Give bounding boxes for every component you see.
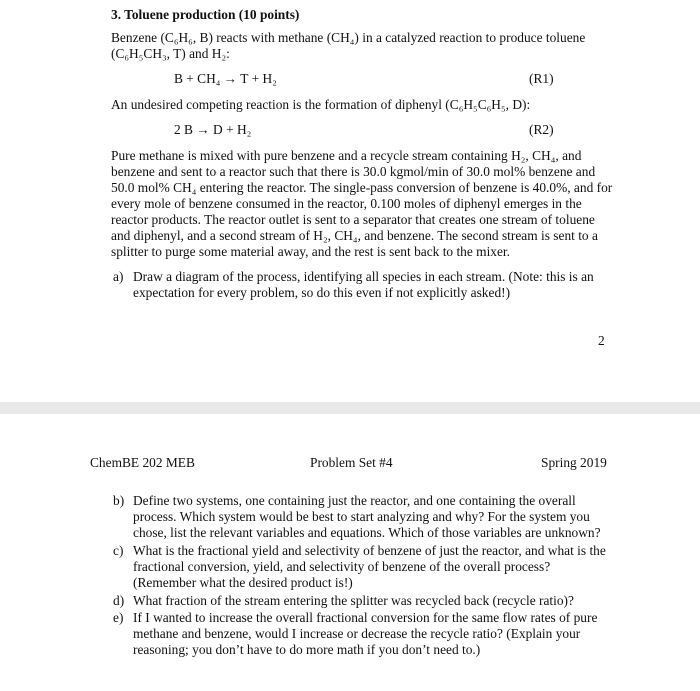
question-c-line-1: What is the fractional yield and selectivity of benzene of just the reactor, and what is the — [133, 543, 606, 558]
paragraph-line-3: 50.0 mol% CH₄ entering the reactor. The single-pass conversion of benzene is 40.0%, and for — [111, 180, 613, 195]
question-b-line-1: Define two systems, one containing just the reactor, and one containing the overall — [133, 493, 576, 508]
header-problem-set: Problem Set #4 — [310, 455, 393, 470]
reaction-1-equation: B + CH₄ → T + H₂ — [174, 71, 277, 86]
problem-heading: 3. Toluene production (10 points) — [111, 7, 300, 22]
paragraph-line-2: benzene and sent to a reactor such that there is 30.0 kgmol/min of 30.0 mol% benzene and — [111, 164, 596, 179]
paragraph-line-5: reactor products. The reactor outlet is sent to a separator that creates one stream of toluene — [111, 212, 595, 227]
question-d-label: d) — [113, 593, 125, 608]
question-a-line-2: expectation for every problem, so do this even if not explicitly asked!) — [133, 285, 511, 300]
question-c-line-3: (Remember what the desired product is!) — [133, 575, 353, 590]
header-term: Spring 2019 — [541, 455, 607, 470]
question-e-line-2: methane and benzene, would I increase or decrease the recycle ratio? (Explain your — [133, 626, 581, 641]
paragraph-line-7: splitter to purge some material away, and the rest is sent back to the mixer. — [111, 244, 511, 259]
question-b-line-3: chose, list the relevant variables and equations. Which of those variables are unknown? — [133, 525, 601, 540]
competing-reaction-text: An undesired competing reaction is the formation of diphenyl (C₆H₅C₆H₅, D): — [111, 97, 531, 112]
question-e-line-3: reasoning; you don’t have to do more math if you don’t need to.) — [133, 642, 481, 657]
reaction-2-label: (R2) — [529, 122, 554, 137]
question-e-line-1: If I wanted to increase the overall fractional conversion for the same flow rates of pure — [133, 610, 598, 625]
reaction-1-label: (R1) — [529, 71, 554, 86]
question-a-label: a) — [113, 269, 124, 284]
intro-line-2: (C₆H₅CH₃, T) and H₂: — [111, 46, 230, 61]
page-number: 2 — [598, 333, 605, 348]
question-c-line-2: fractional conversion, yield, and selectivity of benzene of the overall process? — [133, 559, 551, 574]
question-e-label: e) — [113, 610, 124, 625]
paragraph-line-6: and diphenyl, and a second stream of H₂, CH₄, and benzene. The second stream is sent to a — [111, 228, 598, 243]
paragraph-line-4: every mole of benzene consumed in the reactor, 0.100 moles of diphenyl emerges in the — [111, 196, 582, 211]
intro-line-1: Benzene (C₆H₆, B) reacts with methane (CH₄) in a catalyzed reaction to produce toluene — [111, 30, 586, 45]
header-course: ChemBE 202 MEB — [90, 455, 195, 470]
reaction-2-equation: 2 B → D + H₂ — [174, 122, 252, 137]
question-c-label: c) — [113, 543, 124, 558]
question-a-line-1: Draw a diagram of the process, identifying all species in each stream. (Note: this is an — [133, 269, 594, 284]
question-b-label: b) — [113, 493, 125, 508]
question-b-line-2: process. Which system would be best to start analyzing and why? For the system you — [133, 509, 590, 524]
question-d-line-1: What fraction of the stream entering the splitter was recycled back (recycle ratio)? — [133, 593, 574, 608]
paragraph-line-1: Pure methane is mixed with pure benzene and a recycle stream containing H₂, CH₄, and — [111, 148, 582, 163]
document-page-2 — [0, 414, 700, 691]
